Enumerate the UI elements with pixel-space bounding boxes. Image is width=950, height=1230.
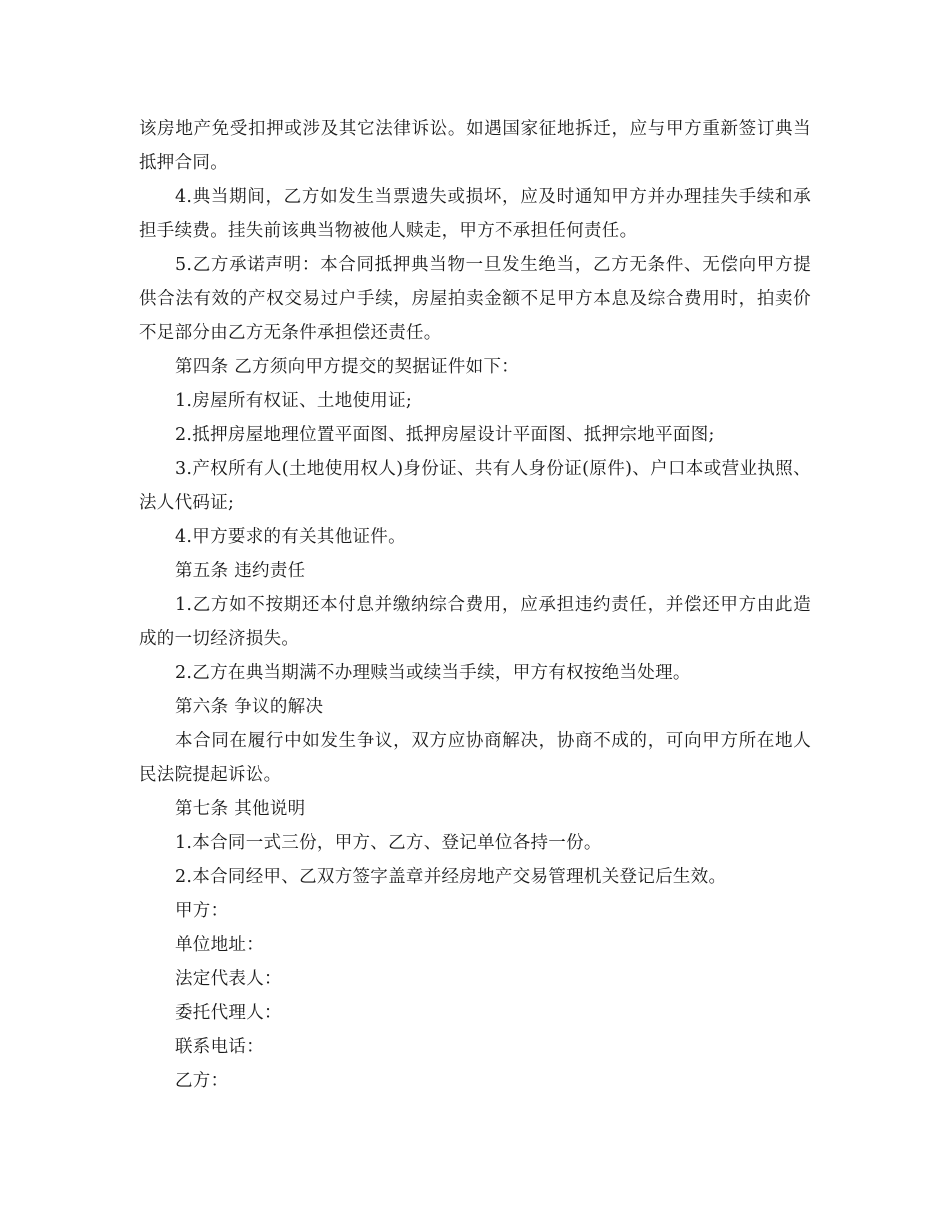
article-4-item-3: 3.产权所有人(土地使用权人)身份证、共有人身份证(原件)、户口本或营业执照、法人代码证; (139, 459, 811, 513)
paragraph-continuation: 该房地产免受扣押或涉及其它法律诉讼。如遇国家征地拆迁，应与甲方重新签订典当抵押合同。 (139, 119, 811, 173)
article-4-item-2: 2.抵押房屋地理位置平面图、抵押房屋设计平面图、抵押宗地平面图; (175, 425, 715, 445)
article-4-heading: 第四条 乙方须向甲方提交的契据证件如下： (175, 357, 520, 377)
clause-item-5: 5.乙方承诺声明：本合同抵押典当物一旦发生绝当，乙方无条件、无偿向甲方提供合法有效的产权交易过户手续，房屋拍卖金额不足甲方本息及综合费用时，拍卖价不足部分由乙方无条件承担偿还责任。 (139, 255, 811, 343)
article-5-item-1: 1.乙方如不按期还本付息并缴纳综合费用，应承担违约责任，并偿还甲方由此造成的一切经济损失。 (139, 595, 811, 649)
clause-item-4: 4.典当期间，乙方如发生当票遗失或损坏，应及时通知甲方并办理挂失手续和承担手续费。挂失前该典当物被他人赎走，甲方不承担任何责任。 (139, 187, 811, 241)
article-7-heading: 第七条 其他说明 (175, 799, 306, 819)
article-6-heading: 第六条 争议的解决 (175, 697, 324, 717)
article-4-item-4: 4.甲方要求的有关其他证件。 (175, 527, 406, 547)
contract-body (139, 112, 811, 1098)
party-a-phone-label: 联系电话： (175, 1037, 264, 1057)
party-a-agent-label: 委托代理人： (175, 1003, 282, 1023)
article-5-item-2: 2.乙方在典当期满不办理赎当或续当手续，甲方有权按绝当处理。 (175, 663, 691, 683)
article-6-body: 本合同在履行中如发生争议，双方应协商解决，协商不成的，可向甲方所在地人民法院提起诉讼。 (139, 731, 811, 785)
party-b-label: 乙方： (175, 1071, 229, 1091)
article-7-item-2: 2.本合同经甲、乙双方签字盖章并经房地产交易管理机关登记后生效。 (175, 867, 727, 887)
article-7-item-1: 1.本合同一式三份，甲方、乙方、登记单位各持一份。 (175, 833, 602, 853)
party-a-address-label: 单位地址： (175, 935, 264, 955)
article-5-heading: 第五条 违约责任 (175, 561, 306, 581)
party-a-legal-rep-label: 法定代表人： (175, 969, 282, 989)
party-a-label: 甲方： (175, 901, 229, 921)
article-4-item-1: 1.房屋所有权证、土地使用证; (175, 391, 413, 411)
